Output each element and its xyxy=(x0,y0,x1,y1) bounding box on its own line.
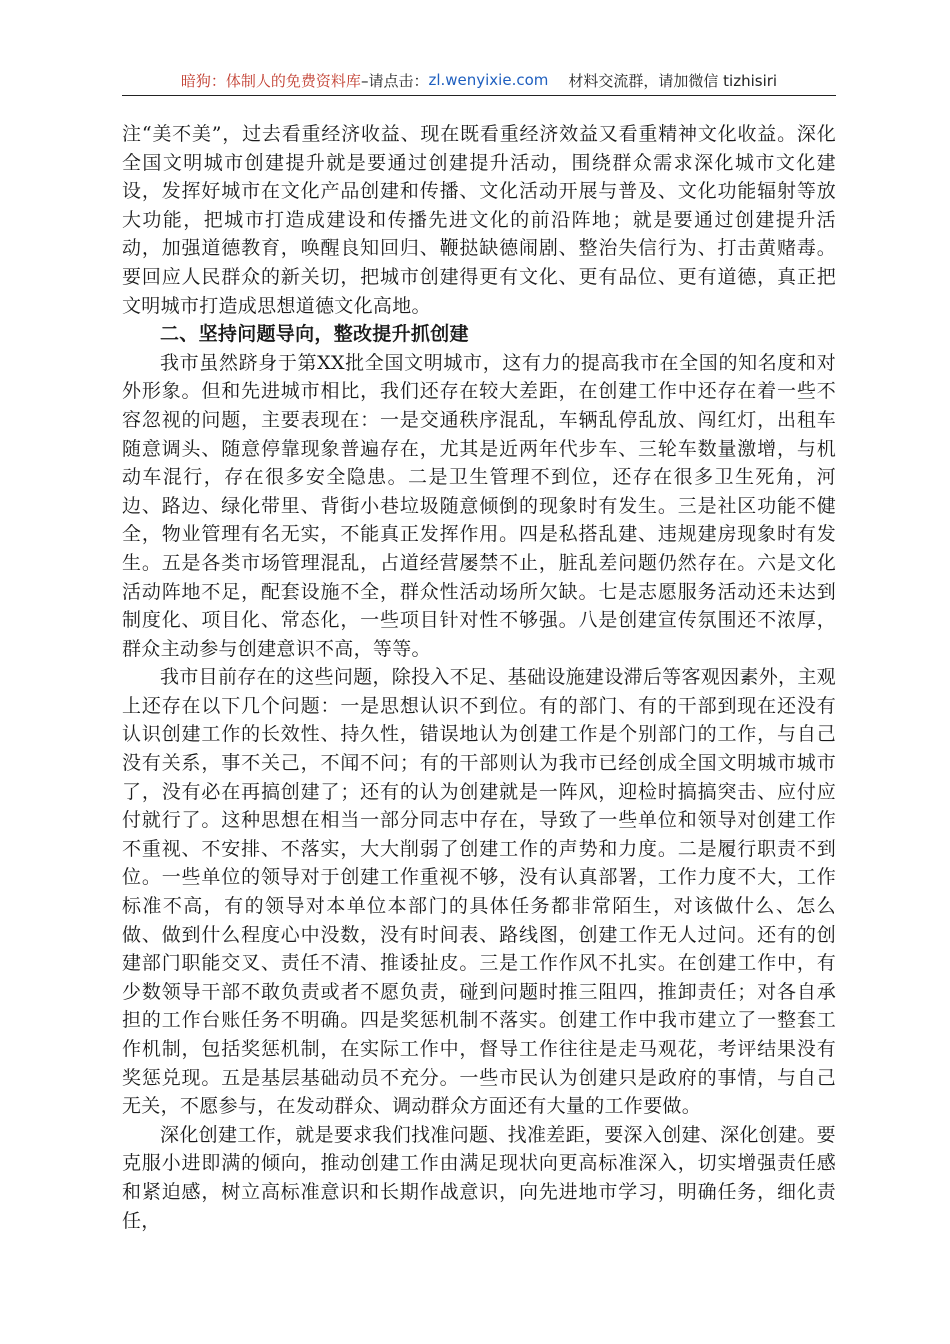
header-contact: 材料交流群，请加微信 tizhisiri xyxy=(568,71,778,90)
header-brand: 暗狗：体制人的免费资料库 xyxy=(180,71,361,90)
section-heading: 二、坚持问题导向，整改提升抓创建 xyxy=(160,323,469,346)
paragraph: 我市虽然跻身于第XX批全国文明城市，这有力的提高我市在全国的知名度和对外形象。但和先进城市相比，我们还存在较大差距，在创建工作中还存在着一些不容忽视的问题，主要表现在：一是交通秩序混乱，车辆乱停乱放、闯红灯，出租车随意调头、随意停靠现象普遍存在，尤其是近两年代步车、三轮车数量激增，与机动车混行，存在很多安全隐患。二是卫生管理不到位，还存在很多卫生死角，河边、路边、绿化带里、背街小巷垃圾随意倾倒的现象时有发生。三是社区功能不健全，物业管理有名无实，不能真正发挥作用。四是私搭乱建、违规建房现象时有发生。五是各类市场管理混乱，占道经营屡禁不止，脏乱差问题仍然存在。六是文化活动阵地不足，配套设施不全，群众性活动场所欠缺。七是志愿服务活动还未达到制度化、项目化、常态化，一些项目针对性不够强。八是创建宣传氛围还不浓厚，群众主动参与创建意识不高，等等。 xyxy=(122,351,836,660)
paragraph: 我市目前存在的这些问题，除投入不足、基础设施建设滞后等客观因素外，主观上还存在以下几个问题：一是思想认识不到位。有的部门、有的干部到现在还没有认识创建工作的长效性、持久性，错误地认为创建工作是个别部门的工作，与自己没有关系，事不关己，不闻不问；有的干部则认为我市已经创成全国文明城市城市了，没有必在再搞创建了；还有的认为创建就是一阵风，迎检时搞搞突击、应付应付就行了。这种思想在相当一部分同志中存在，导致了一些单位和领导对创建工作不重视、不安排、不落实，大大削弱了创建工作的声势和力度。二是履行职责不到位。一些单位的领导对于创建工作重视不够，没有认真部署，工作力度不大，工作标准不高，有的领导对本单位本部门的具体任务都非常陌生，对该做什么、怎么做、做到什么程度心中没数，没有时间表、路线图，创建工作无人过问。还有的创建部门职能交叉、责任不清、推诿扯皮。三是工作作风不扎实。在创建工作中，有少数领导干部不敢负责或者不愿负责，碰到问题时推三阻四，推卸责任；对各自承担的工作台账任务不明确。四是奖惩机制不落实。创建工作中我市建立了一整套工作机制，包括奖惩机制，在实际工作中，督导工作往往是走马观花，考评结果没有奖惩兑现。五是基层基础动员不充分。一些市民认为创建只是政府的事情，与自己无关，不愿参与，在发动群众、调动群众方面还有大量的工作要做。 xyxy=(122,666,836,1118)
paragraph: 深化创建工作，就是要求我们找准问题、找准差距，要深入创建、深化创建。要克服小进即满的倾向，推动创建工作由满足现状向更高标准深入，切实增强责任感和紧迫感，树立高标准意识和长期作战意识，向先进地市学习，明确任务，细化责任， xyxy=(122,1123,836,1232)
document-body xyxy=(122,120,836,1235)
header-divider xyxy=(122,95,836,96)
header-prompt: –请点击： xyxy=(360,71,429,90)
header-link[interactable]: zl.wenyixie.com xyxy=(428,71,549,89)
paragraph-continued: 注“美不美”，过去看重经济收益、现在既看重经济效益又看重精神文化收益。深化全国文明城市创建提升就是要通过创建提升活动，围绕群众需求深化城市文化建设，发挥好城市在文化产品创建和传播、文化活动开展与普及、文化功能辐射等放大功能，把城市打造成建设和传播先进文化的前沿阵地；就是要通过创建提升活动，加强道德教育，唤醒良知回归、鞭挞缺德闹剧、整治失信行为、打击黄赌毒。要回应人民群众的新关切，把城市创建得更有文化、更有品位、更有道德，真正把文明城市打造成思想道德文化高地。 xyxy=(122,123,836,317)
page-header xyxy=(122,66,836,94)
